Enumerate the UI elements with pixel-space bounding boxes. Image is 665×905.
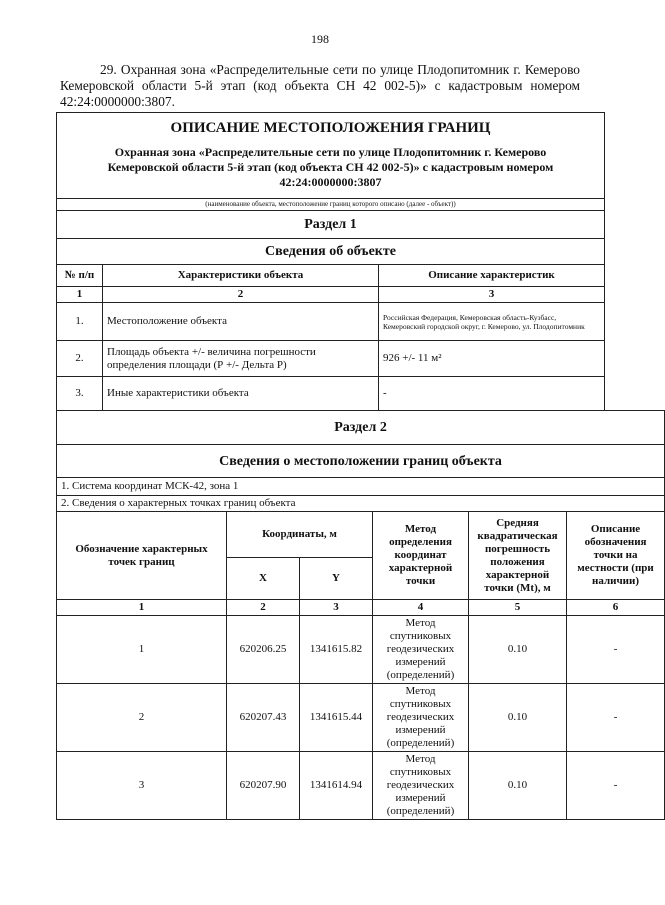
header-coords: Координаты, м: [227, 512, 373, 558]
col-header-num: № п/п: [57, 265, 103, 287]
table-row: [57, 341, 605, 377]
col-header-characteristic: Характеристики объекта: [103, 265, 379, 287]
col-number: 3: [300, 600, 373, 616]
intro-number: 29.: [100, 62, 117, 77]
object-caption: (наименование объекта, местоположение границ которого описано (далее - объект)): [57, 199, 605, 211]
point-description: -: [567, 616, 665, 684]
section2-title: Раздел 2: [57, 411, 665, 445]
row-value: -: [379, 377, 605, 411]
col-number: 1: [57, 287, 103, 303]
col-number: 2: [227, 600, 300, 616]
point-description: -: [567, 752, 665, 820]
intro-text: Охранная зона «Распределительные сети по улице Плодопитомник г. Кемерово Кемеровской области 5-й этап (код объекта СН 42 002-5)» с кадастровым номером 42:24:0000000:3807.: [60, 62, 580, 109]
col-number: 3: [379, 287, 605, 303]
row-value: Российская Федерация, Кемеровская область-Кузбасс, Кемеровский городской округ, г. Кемерово, ул. Плодопитомник: [379, 303, 605, 341]
section1-title: Раздел 1: [57, 211, 605, 239]
row-name: Иные характеристики объекта: [103, 377, 379, 411]
point-method: Метод спутниковых геодезических измерений (определений): [373, 684, 469, 752]
point-description: -: [567, 684, 665, 752]
points-caption: 2. Сведения о характерных точках границ объекта: [57, 496, 665, 512]
document-title: ОПИСАНИЕ МЕСТОПОЛОЖЕНИЯ ГРАНИЦ: [170, 119, 491, 136]
col-number: 6: [567, 600, 665, 616]
header-description: Описание обозначения точки на местности (при наличии): [567, 512, 665, 600]
point-x: 620206.25: [227, 616, 300, 684]
row-value: 926 +/- 11 м²: [379, 341, 605, 377]
point-error: 0.10: [469, 616, 567, 684]
col-number: 2: [103, 287, 379, 303]
point-id: 3: [57, 752, 227, 820]
row-num: 2.: [57, 341, 103, 377]
point-method: Метод спутниковых геодезических измерений (определений): [373, 752, 469, 820]
section1-table: [56, 112, 605, 411]
header-x: X: [227, 558, 300, 600]
point-error: 0.10: [469, 752, 567, 820]
page-number: 198: [311, 32, 329, 46]
row-name: Площадь объекта +/- величина погрешности определения площади (Р +/- Дельта Р): [103, 341, 379, 377]
section2-table: [56, 410, 665, 820]
table-row: [57, 616, 665, 684]
point-id: 2: [57, 684, 227, 752]
intro-paragraph: [60, 62, 580, 110]
point-method: Метод спутниковых геодезических измерений (определений): [373, 616, 469, 684]
table-row: [57, 684, 665, 752]
col-number: 4: [373, 600, 469, 616]
point-id: 1: [57, 616, 227, 684]
section1-subtitle: Сведения об объекте: [57, 239, 605, 265]
section2-subtitle: Сведения о местоположении границ объекта: [57, 445, 665, 478]
point-y: 1341615.82: [300, 616, 373, 684]
row-name: Местоположение объекта: [103, 303, 379, 341]
header-cell: [57, 113, 605, 199]
table-row: [57, 303, 605, 341]
row-num: 3.: [57, 377, 103, 411]
table-row: [57, 752, 665, 820]
header-method: Метод определения координат характерной точки: [373, 512, 469, 600]
object-name: Охранная зона «Распределительные сети по улице Плодопитомник г. Кемерово Кемеровской области 5-й этап (код объекта СН 42 002-5)» с кадастровым номером 42:24:0000000:3807: [107, 144, 554, 189]
point-x: 620207.43: [227, 684, 300, 752]
point-error: 0.10: [469, 684, 567, 752]
col-number: 1: [57, 600, 227, 616]
point-y: 1341614.94: [300, 752, 373, 820]
header-designation: Обозначение характерных точек границ: [57, 512, 227, 600]
header-error: Средняя квадратическая погрешность положения характерной точки (Mt), м: [469, 512, 567, 600]
point-x: 620207.90: [227, 752, 300, 820]
row-num: 1.: [57, 303, 103, 341]
coord-system: 1. Система координат МСК-42, зона 1: [57, 478, 665, 496]
header-y: Y: [300, 558, 373, 600]
table-row: [57, 377, 605, 411]
point-y: 1341615.44: [300, 684, 373, 752]
col-header-description: Описание характеристик: [379, 265, 605, 287]
col-number: 5: [469, 600, 567, 616]
